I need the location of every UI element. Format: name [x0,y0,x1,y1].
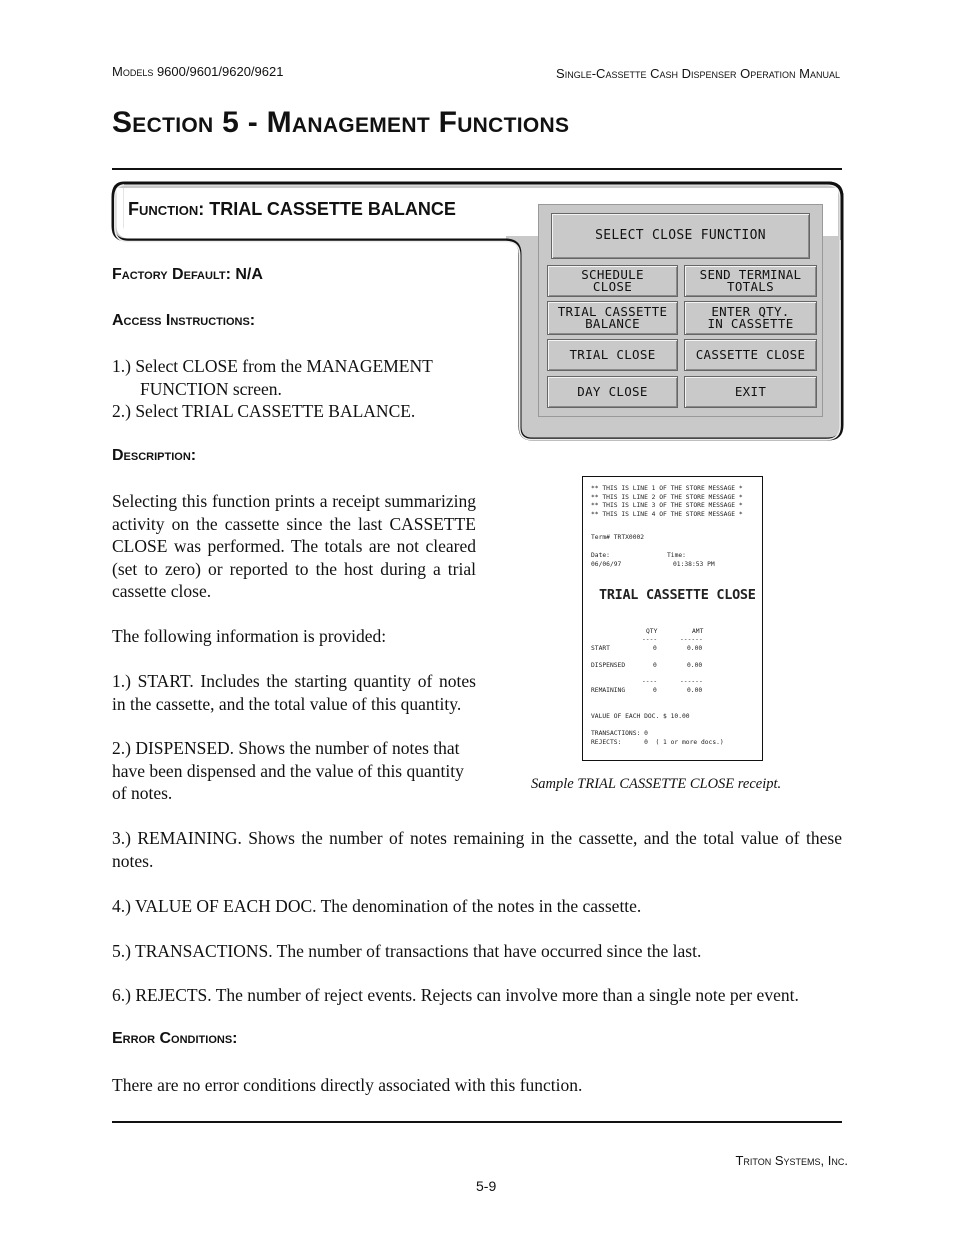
receipt-row-amt: 0.00 [687,662,703,669]
receipt-dash-amt: ------ [680,636,703,643]
header-models: Models 9600/9601/9620/9621 [112,64,284,79]
access-step-1-cont: FUNCTION screen. [140,379,282,399]
receipt-title: TRIAL CASSETTE CLOSE [599,587,756,603]
receipt-time-value: 01:38:53 PM [673,560,715,568]
sample-receipt [582,476,763,761]
receipt-value-each: VALUE OF EACH DOC. $ 10.00 [591,713,690,720]
receipt-store-line-2: ** THIS IS LINE 2 OF THE STORE MESSAGE * [591,493,743,501]
description-item-2: 2.) DISPENSED. Shows the number of notes that have been dispensed and the value of this quantity of notes. [112,738,464,803]
factory-default-label: Factory Default: [112,266,231,283]
bottom-rule [112,1121,842,1123]
enter-qty-in-cassette-button[interactable]: ENTER QTY. IN CASSETTE [684,301,817,335]
access-step-2: 2.) Select TRIAL CASSETTE BALANCE. [112,401,416,421]
function-title [128,199,456,220]
description-item-4: 4.) VALUE OF EACH DOC. The denomination of the notes in the cassette. [112,896,642,916]
receipt-row-amt: 0.00 [687,645,703,652]
trial-close-button[interactable]: TRIAL CLOSE [547,339,678,371]
receipt-col-qty: QTY [646,628,658,635]
receipt-dash-amt-2: ------ [680,678,703,685]
send-terminal-totals-button[interactable]: SEND TERMINAL TOTALS [684,265,817,297]
receipt-store-line-3: ** THIS IS LINE 3 OF THE STORE MESSAGE * [591,502,743,509]
access-step-1: 1.) Select CLOSE from the MANAGEMENT [112,356,433,376]
receipt-caption: Sample TRIAL CASSETTE CLOSE receipt. [531,776,782,792]
description-item-6: 6.) REJECTS. The number of reject events. Rejects can involve more than a single note per event. [112,985,799,1005]
receipt-term: Term# TRTX0002 [591,534,645,541]
receipt-transactions: TRANSACTIONS: 0 [591,730,648,737]
access-instructions-label: Access Instructions: [112,312,256,329]
exit-button[interactable]: EXIT [684,376,817,408]
day-close-button[interactable]: DAY CLOSE [547,376,678,408]
close-function-screen [538,204,823,417]
description-item-5: 5.) TRANSACTIONS. The number of transactions that have occurred since the last. [112,941,702,961]
receipt-time-label: Time: [667,552,686,559]
select-close-function-title: SELECT CLOSE FUNCTION [551,213,810,259]
section-title: Section 5 - Management Functions [112,106,570,139]
factory-default-value: N/A [235,266,263,283]
page-number: 5-9 [476,1178,497,1194]
receipt-rejects: REJECTS: 0 ( 1 or more docs.) [591,738,724,746]
receipt-dash-qty: ---- [642,636,658,643]
receipt-row-label: DISPENSED [591,662,626,669]
receipt-store-line-1: ** THIS IS LINE 1 OF THE STORE MESSAGE * [591,485,743,492]
receipt-row-label: REMAINING [591,687,626,694]
factory-default [112,266,263,284]
receipt-row-qty: 0 [653,645,657,652]
receipt-row-qty: 0 [653,662,657,669]
receipt-date-label: Date: [591,552,610,559]
receipt-store-line-4: ** THIS IS LINE 4 OF THE STORE MESSAGE * [591,510,743,518]
header-manual-title: Single-Cassette Cash Dispenser Operation Manual [556,66,840,81]
receipt-col-amt: AMT [692,628,704,635]
receipt-row-label: START [591,645,610,652]
error-conditions-text: There are no error conditions directly associated with this function. [112,1075,583,1095]
receipt-row-amt: 0.00 [687,687,703,694]
top-rule [112,168,842,170]
schedule-close-button[interactable]: SCHEDULE CLOSE [547,265,678,297]
footer-company: Triton Systems, Inc. [735,1153,848,1168]
receipt-date-value: 06/06/97 [591,560,622,568]
description-label: Description: [112,447,197,464]
description-para-2: The following information is provided: [112,626,387,646]
cassette-close-button[interactable]: CASSETTE CLOSE [684,339,817,371]
description-item-1: 1.) START. Includes the starting quantity of notes in the cassette, and the total value of this quantity. [112,671,476,714]
error-conditions-label: Error Conditions: [112,1030,238,1047]
receipt-dash-qty-2: ---- [642,678,658,685]
function-label: Function: [128,199,205,219]
receipt-row-qty: 0 [653,687,657,694]
trial-cassette-balance-button[interactable]: TRIAL CASSETTE BALANCE [547,301,678,335]
description-item-3: 3.) REMAINING. Shows the number of notes remaining in the cassette, and the total value of these notes. [112,828,842,871]
description-para-1: Selecting this function prints a receipt summarizing activity on the cassette since the last CASSETTE CLOSE was performed. The totals are not cleared (set to zero) or reported to the host during a trial cassette close. [112,491,476,601]
function-name: TRIAL CASSETTE BALANCE [209,199,456,219]
